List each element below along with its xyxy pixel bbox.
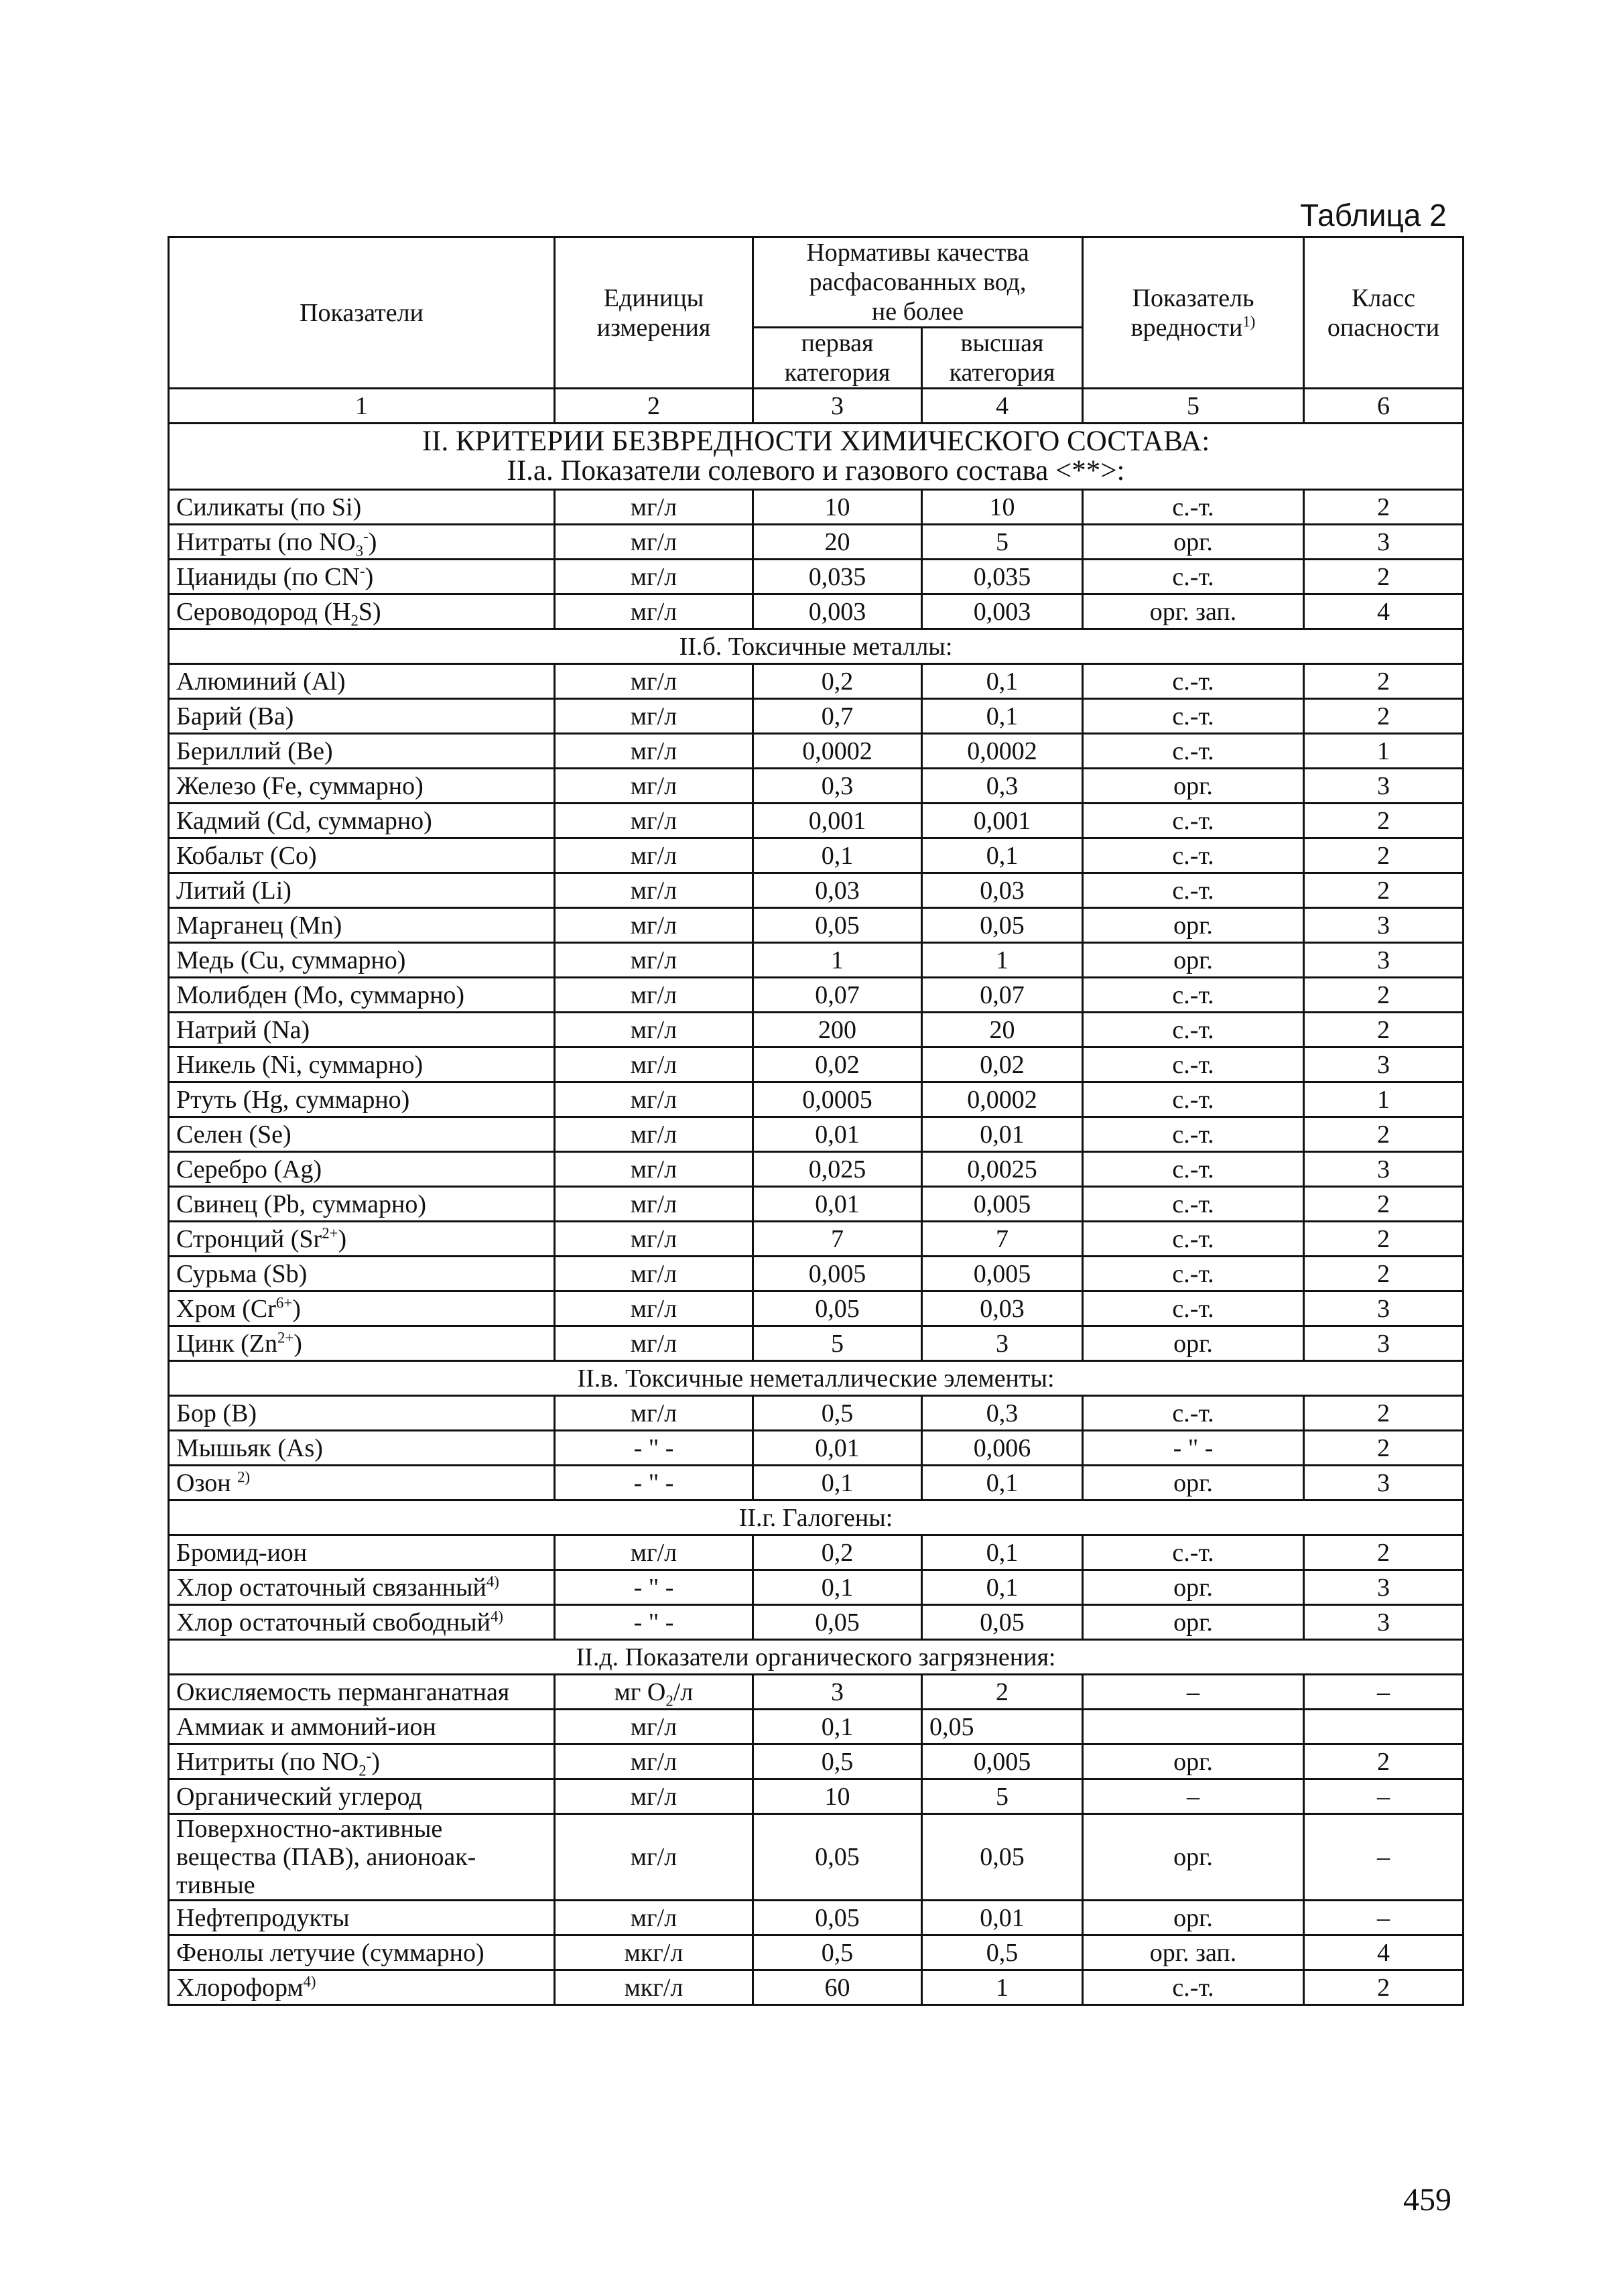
table-row (169, 1779, 1464, 1814)
table-cell: 0,1 (922, 1570, 1083, 1605)
table-cell: с.-т. (1083, 838, 1304, 873)
table-cell: 2 (1304, 1187, 1464, 1222)
table-cell: 2 (1304, 1257, 1464, 1291)
table-cell: мкг/л (555, 1935, 753, 1970)
table-cell: 2 (922, 1675, 1083, 1710)
table-cell: Мышьяк (As) (169, 1431, 555, 1466)
table-row (169, 1222, 1464, 1257)
table-cell: мг/л (555, 1814, 753, 1901)
table-cell: 3 (1304, 1326, 1464, 1361)
table-cell: 5 (922, 1779, 1083, 1814)
table-cell: с.-т. (1083, 1222, 1304, 1257)
table-cell: мг/л (555, 1047, 753, 1082)
table-cell: мг/л (555, 1779, 753, 1814)
header-indicators: Показатели (169, 237, 555, 389)
table-cell: Хлороформ$^{4)}$ (169, 1970, 555, 2005)
table-cell: мг/л (555, 1535, 753, 1570)
table-cell: 0,03 (922, 1291, 1083, 1326)
table-cell: с.-т. (1083, 1396, 1304, 1431)
table-cell: 10 (922, 490, 1083, 525)
table-cell: 0,2 (753, 1535, 922, 1570)
table-cell: 1 (1304, 1082, 1464, 1117)
table-cell: Аммиак и аммоний-ион (169, 1710, 555, 1744)
table-cell: 2 (1304, 873, 1464, 908)
table-cell: 0,7 (753, 699, 922, 734)
table-cell: 0,01 (753, 1187, 922, 1222)
table-cell: с.-т. (1083, 490, 1304, 525)
table-cell: – (1083, 1675, 1304, 1710)
table-cell: орг. (1083, 1744, 1304, 1779)
table-cell: 0,07 (922, 978, 1083, 1013)
table-cell: 0,03 (753, 873, 922, 908)
table-cell: орг. (1083, 943, 1304, 978)
table-cell: 0,01 (753, 1117, 922, 1152)
table-row (169, 908, 1464, 943)
header-harm-indicator: Показатель вредности$^{1)}$ (1083, 237, 1304, 389)
column-number: 3 (753, 389, 922, 424)
table-cell: 3 (1304, 1152, 1464, 1187)
table-cell: - " - (555, 1605, 753, 1640)
table-cell: 5 (922, 525, 1083, 560)
table-cell: орг. зап. (1083, 1935, 1304, 1970)
table-cell: Свинец (Pb, суммарно) (169, 1187, 555, 1222)
table-cell: 7 (922, 1222, 1083, 1257)
table-cell: 0,1 (753, 1466, 922, 1501)
table-cell: - " - (555, 1431, 753, 1466)
table-cell: орг. (1083, 1466, 1304, 1501)
section-heading: II.в. Токсичные неметаллические элементы: (169, 1361, 1464, 1396)
table-cell: Бор (B) (169, 1396, 555, 1431)
table-cell: орг. (1083, 1814, 1304, 1901)
table-cell: 0,07 (753, 978, 922, 1013)
table-cell: 60 (753, 1970, 922, 2005)
table-cell: – (1304, 1901, 1464, 1935)
table-cell: 0,1 (922, 1535, 1083, 1570)
table-cell: Алюминий (Al) (169, 664, 555, 699)
table-cell: 0,05 (922, 1710, 1083, 1744)
table-cell: 2 (1304, 699, 1464, 734)
table-cell: Кадмий (Cd, суммарно) (169, 804, 555, 838)
table-cell: 3 (753, 1675, 922, 1710)
header-first-category: первая категория (753, 328, 922, 389)
table-cell: мг/л (555, 1117, 753, 1152)
table-cell: 0,01 (922, 1901, 1083, 1935)
table-cell: орг. (1083, 525, 1304, 560)
table-cell: 2 (1304, 490, 1464, 525)
table-cell: 0,1 (922, 664, 1083, 699)
table-cell: 0,01 (922, 1117, 1083, 1152)
table-row (169, 1744, 1464, 1779)
table-cell: 2 (1304, 560, 1464, 594)
table-cell: Медь (Cu, суммарно) (169, 943, 555, 978)
table-cell: 0,035 (753, 560, 922, 594)
table-cell: с.-т. (1083, 873, 1304, 908)
table-cell: мг/л (555, 1396, 753, 1431)
table-row (169, 1710, 1464, 1744)
table-row (169, 838, 1464, 873)
table-cell: орг. (1083, 769, 1304, 804)
table-cell: 0,1 (922, 699, 1083, 734)
table-cell: 0,05 (922, 908, 1083, 943)
table-row (169, 734, 1464, 769)
table-cell: Поверхностно-активные вещества (ПАВ), анионоак- тивные (169, 1814, 555, 1901)
table-cell: 0,005 (922, 1257, 1083, 1291)
table-cell: 0,5 (753, 1744, 922, 1779)
table-cell: мг/л (555, 525, 753, 560)
table-cell: 20 (922, 1013, 1083, 1047)
table-cell: с.-т. (1083, 699, 1304, 734)
table-cell: мг/л (555, 1082, 753, 1117)
table-row (169, 1675, 1464, 1710)
table-row (169, 1082, 1464, 1117)
table-cell: мкг/л (555, 1970, 753, 2005)
column-number: 2 (555, 389, 753, 424)
table-cell: 0,1 (922, 838, 1083, 873)
table-cell: с.-т. (1083, 1047, 1304, 1082)
table-cell: – (1304, 1779, 1464, 1814)
table-cell: мг/л (555, 804, 753, 838)
table-cell: 2 (1304, 1970, 1464, 2005)
table-cell: 3 (1304, 1047, 1464, 1082)
table-cell: 3 (1304, 525, 1464, 560)
table-cell: 0,05 (753, 1291, 922, 1326)
header-hazard-class: Класс опасности (1304, 237, 1464, 389)
table-cell: 0,005 (922, 1744, 1083, 1779)
table-cell: с.-т. (1083, 1013, 1304, 1047)
table-row (169, 1466, 1464, 1501)
table-cell: 0,0025 (922, 1152, 1083, 1187)
table-row (169, 1814, 1464, 1901)
table-row (169, 769, 1464, 804)
table-cell: 3 (1304, 908, 1464, 943)
table-cell: с.-т. (1083, 1082, 1304, 1117)
table-cell: с.-т. (1083, 1152, 1304, 1187)
table-cell: 0,001 (753, 804, 922, 838)
table-cell: 0,5 (753, 1935, 922, 1970)
table-row (169, 1935, 1464, 1970)
table-cell: Никель (Ni, суммарно) (169, 1047, 555, 1082)
table-cell: Нитриты (по $NO_2^-$) (169, 1744, 555, 1779)
table-cell: мг/л (555, 664, 753, 699)
table-cell: 0,3 (753, 769, 922, 804)
table-row (169, 1535, 1464, 1570)
table-cell: 20 (753, 525, 922, 560)
table-cell: 0,5 (922, 1935, 1083, 1970)
table-cell: 0,0002 (922, 1082, 1083, 1117)
table-row (169, 1187, 1464, 1222)
table-cell: с.-т. (1083, 804, 1304, 838)
table-cell: мг/л (555, 838, 753, 873)
table-cell: Окисляемость перманганатная (169, 1675, 555, 1710)
page-number: 459 (1403, 2182, 1451, 2218)
table-cell: Органический углерод (169, 1779, 555, 1814)
table-cell: Ртуть (Hg, суммарно) (169, 1082, 555, 1117)
table-row (169, 490, 1464, 525)
table-cell: Силикаты (по Si) (169, 490, 555, 525)
table-cell: Железо (Fe, суммарно) (169, 769, 555, 804)
table-cell: - " - (555, 1466, 753, 1501)
table-cell: 0,03 (922, 873, 1083, 908)
table-cell: мг/л (555, 1901, 753, 1935)
table-row (169, 1901, 1464, 1935)
section-heading: II.г. Галогены: (169, 1501, 1464, 1535)
table-cell: – (1304, 1675, 1464, 1710)
table-cell: Хлор остаточный свободный$^{4)}$ (169, 1605, 555, 1640)
table-cell: Сурьма (Sb) (169, 1257, 555, 1291)
table-row (169, 978, 1464, 1013)
table-cell: – (1083, 1779, 1304, 1814)
table-cell: орг. (1083, 1605, 1304, 1640)
table-cell: 3 (1304, 943, 1464, 978)
table-cell: 0,3 (922, 1396, 1083, 1431)
table-cell: Цинк $(Zn^{2+})$ (169, 1326, 555, 1361)
table-cell: Серебро (Ag) (169, 1152, 555, 1187)
table-cell: 2 (1304, 1744, 1464, 1779)
table-cell: орг. зап. (1083, 594, 1304, 629)
table-cell: Литий (Li) (169, 873, 555, 908)
table-cell: 0,003 (922, 594, 1083, 629)
table-cell: мг/л (555, 769, 753, 804)
table-cell: 2 (1304, 804, 1464, 838)
table-cell: 2 (1304, 1013, 1464, 1047)
table-cell: - " - (1083, 1431, 1304, 1466)
table-cell: с.-т. (1083, 978, 1304, 1013)
column-number: 5 (1083, 389, 1304, 424)
table-cell: 0,05 (753, 1901, 922, 1935)
table-cell: 0,1 (753, 1710, 922, 1744)
table-row (169, 943, 1464, 978)
table-cell: с.-т. (1083, 1535, 1304, 1570)
table-cell: 2 (1304, 1431, 1464, 1466)
table-cell: Кобальт (Co) (169, 838, 555, 873)
table-cell: Нефтепродукты (169, 1901, 555, 1935)
table-cell: Натрий (Na) (169, 1013, 555, 1047)
table-cell: – (1304, 1814, 1464, 1901)
table-cell: 2 (1304, 978, 1464, 1013)
table-cell (1304, 1710, 1464, 1744)
table-cell: 4 (1304, 594, 1464, 629)
table-caption: Таблица 2 (1300, 198, 1447, 233)
table-cell: 2 (1304, 1117, 1464, 1152)
table-row (169, 1117, 1464, 1152)
table-cell: орг. (1083, 1326, 1304, 1361)
table-cell: 0,025 (753, 1152, 922, 1187)
header-row (169, 237, 1464, 328)
table-cell: 2 (1304, 664, 1464, 699)
table-cell: с.-т. (1083, 1970, 1304, 2005)
table-cell: орг. (1083, 1570, 1304, 1605)
table-cell: с.-т. (1083, 1291, 1304, 1326)
table-row (169, 1605, 1464, 1640)
table-row (169, 1326, 1464, 1361)
table-row (169, 1152, 1464, 1187)
table-cell: мг/л (555, 1710, 753, 1744)
table-cell: - " - (555, 1570, 753, 1605)
table-cell: мг/л (555, 594, 753, 629)
table-cell: 0,005 (753, 1257, 922, 1291)
table-cell: мг/л (555, 1291, 753, 1326)
section-heading-row (169, 629, 1464, 664)
table-cell: 0,0002 (922, 734, 1083, 769)
table-cell: мг/л (555, 943, 753, 978)
table-cell: 1 (1304, 734, 1464, 769)
table-cell: орг. (1083, 1901, 1304, 1935)
table-cell: 3 (1304, 1466, 1464, 1501)
table-cell: с.-т. (1083, 1117, 1304, 1152)
table-cell: мг/л (555, 873, 753, 908)
table-cell: 1 (753, 943, 922, 978)
section-heading-row (169, 1361, 1464, 1396)
table-row (169, 1047, 1464, 1082)
table-row (169, 1257, 1464, 1291)
table-cell: 0,001 (922, 804, 1083, 838)
table-cell: 0,0005 (753, 1082, 922, 1117)
table-cell: 2 (1304, 838, 1464, 873)
table-cell: с.-т. (1083, 560, 1304, 594)
table-row (169, 594, 1464, 629)
table-cell: с.-т. (1083, 1257, 1304, 1291)
table-cell: Бромид-ион (169, 1535, 555, 1570)
table-cell: Молибден (Mo, суммарно) (169, 978, 555, 1013)
table-cell: Сероводород $(H_2S)$ (169, 594, 555, 629)
column-number: 6 (1304, 389, 1464, 424)
table-row (169, 1570, 1464, 1605)
table-cell: 10 (753, 490, 922, 525)
table-cell: 3 (1304, 769, 1464, 804)
table-cell: мг/л (555, 560, 753, 594)
table-cell: Хлор остаточный связанный$^{4)}$ (169, 1570, 555, 1605)
table-row (169, 873, 1464, 908)
table-cell: 0,02 (753, 1047, 922, 1082)
table-cell: 0,0002 (753, 734, 922, 769)
section-heading: II.б. Токсичные металлы: (169, 629, 1464, 664)
table-cell: 0,003 (753, 594, 922, 629)
section-heading-row (169, 1501, 1464, 1535)
table-row (169, 560, 1464, 594)
table-cell: с.-т. (1083, 1187, 1304, 1222)
table-cell: мг/л (555, 1187, 753, 1222)
header-highest-category: высшая категория (922, 328, 1083, 389)
table-cell: 0,2 (753, 664, 922, 699)
table-cell: 0,05 (922, 1814, 1083, 1901)
table-cell: мг/л (555, 490, 753, 525)
table-cell: Озон $^{2)}$ (169, 1466, 555, 1501)
table-cell: 0,1 (753, 1570, 922, 1605)
table-row (169, 1431, 1464, 1466)
table-row (169, 804, 1464, 838)
table-cell: 3 (1304, 1605, 1464, 1640)
table-cell: 7 (753, 1222, 922, 1257)
table-cell: Хром $(Cr^{6+})$ (169, 1291, 555, 1326)
table-cell: 0,02 (922, 1047, 1083, 1082)
table-row (169, 1396, 1464, 1431)
table-cell: мг/л (555, 1152, 753, 1187)
table-cell: мг/л (555, 1326, 753, 1361)
section-heading: II.д. Показатели органического загрязнения: (169, 1640, 1464, 1675)
table-cell: 4 (1304, 1935, 1464, 1970)
section-heading: II. КРИТЕРИИ БЕЗВРЕДНОСТИ ХИМИЧЕСКОГО СОСТАВА: II.а. Показатели солевого и газового состава <**>: (169, 424, 1464, 490)
table-cell: 0,05 (753, 908, 922, 943)
table-cell: 1 (922, 1970, 1083, 2005)
table-row (169, 699, 1464, 734)
table-cell: 0,035 (922, 560, 1083, 594)
table-cell: мг/л (555, 1744, 753, 1779)
table-cell: 0,5 (753, 1396, 922, 1431)
table-cell: Барий (Ba) (169, 699, 555, 734)
column-number: 1 (169, 389, 555, 424)
table-cell: 5 (753, 1326, 922, 1361)
table-cell: Нитраты (по $NO_3^-$) (169, 525, 555, 560)
table-cell: Цианиды (по CN-) (169, 560, 555, 594)
table-cell: Стронций $(Sr^{2+})$ (169, 1222, 555, 1257)
table-cell: 0,005 (922, 1187, 1083, 1222)
table-cell: 2 (1304, 1396, 1464, 1431)
column-number: 4 (922, 389, 1083, 424)
table-cell: мг/л (555, 1257, 753, 1291)
table-cell: 3 (922, 1326, 1083, 1361)
table-cell: 0,05 (753, 1814, 922, 1901)
column-numbers-row (169, 389, 1464, 424)
table-cell: Фенолы летучие (суммарно) (169, 1935, 555, 1970)
table-cell: мг/л (555, 734, 753, 769)
table-cell: 0,3 (922, 769, 1083, 804)
section-heading-row (169, 1640, 1464, 1675)
table-row (169, 525, 1464, 560)
table-cell: 0,05 (753, 1605, 922, 1640)
header-units: Единицы измерения (555, 237, 753, 389)
table-cell: 2 (1304, 1535, 1464, 1570)
table-cell: с.-т. (1083, 734, 1304, 769)
table-cell: Марганец (Mn) (169, 908, 555, 943)
table-cell: 3 (1304, 1291, 1464, 1326)
table-cell: 10 (753, 1779, 922, 1814)
section-heading-row (169, 424, 1464, 490)
table-row (169, 1291, 1464, 1326)
table-row (169, 664, 1464, 699)
table-cell: мг/л (555, 908, 753, 943)
table-cell: Бериллий (Be) (169, 734, 555, 769)
table-cell: 0,1 (753, 838, 922, 873)
table-row (169, 1013, 1464, 1047)
table-row (169, 1970, 1464, 2005)
table-cell: 1 (922, 943, 1083, 978)
table-cell: Селен (Se) (169, 1117, 555, 1152)
table-cell: орг. (1083, 908, 1304, 943)
table-cell: мг/л (555, 1013, 753, 1047)
table-cell: мг/л (555, 1222, 753, 1257)
table-cell: 2 (1304, 1222, 1464, 1257)
table-cell: 0,1 (922, 1466, 1083, 1501)
table-cell: с.-т. (1083, 664, 1304, 699)
table-cell: 200 (753, 1013, 922, 1047)
table-cell: мг/л (555, 699, 753, 734)
water-quality-table (168, 236, 1464, 2006)
header-norms: Нормативы качества расфасованных вод, не более (753, 237, 1083, 328)
table-cell: 3 (1304, 1570, 1464, 1605)
table-cell: мг $O_2/л$ (555, 1675, 753, 1710)
table-cell: мг/л (555, 978, 753, 1013)
table-cell (1083, 1710, 1304, 1744)
table-cell: 0,05 (922, 1605, 1083, 1640)
table-cell: 0,01 (753, 1431, 922, 1466)
table-cell: 0,006 (922, 1431, 1083, 1466)
